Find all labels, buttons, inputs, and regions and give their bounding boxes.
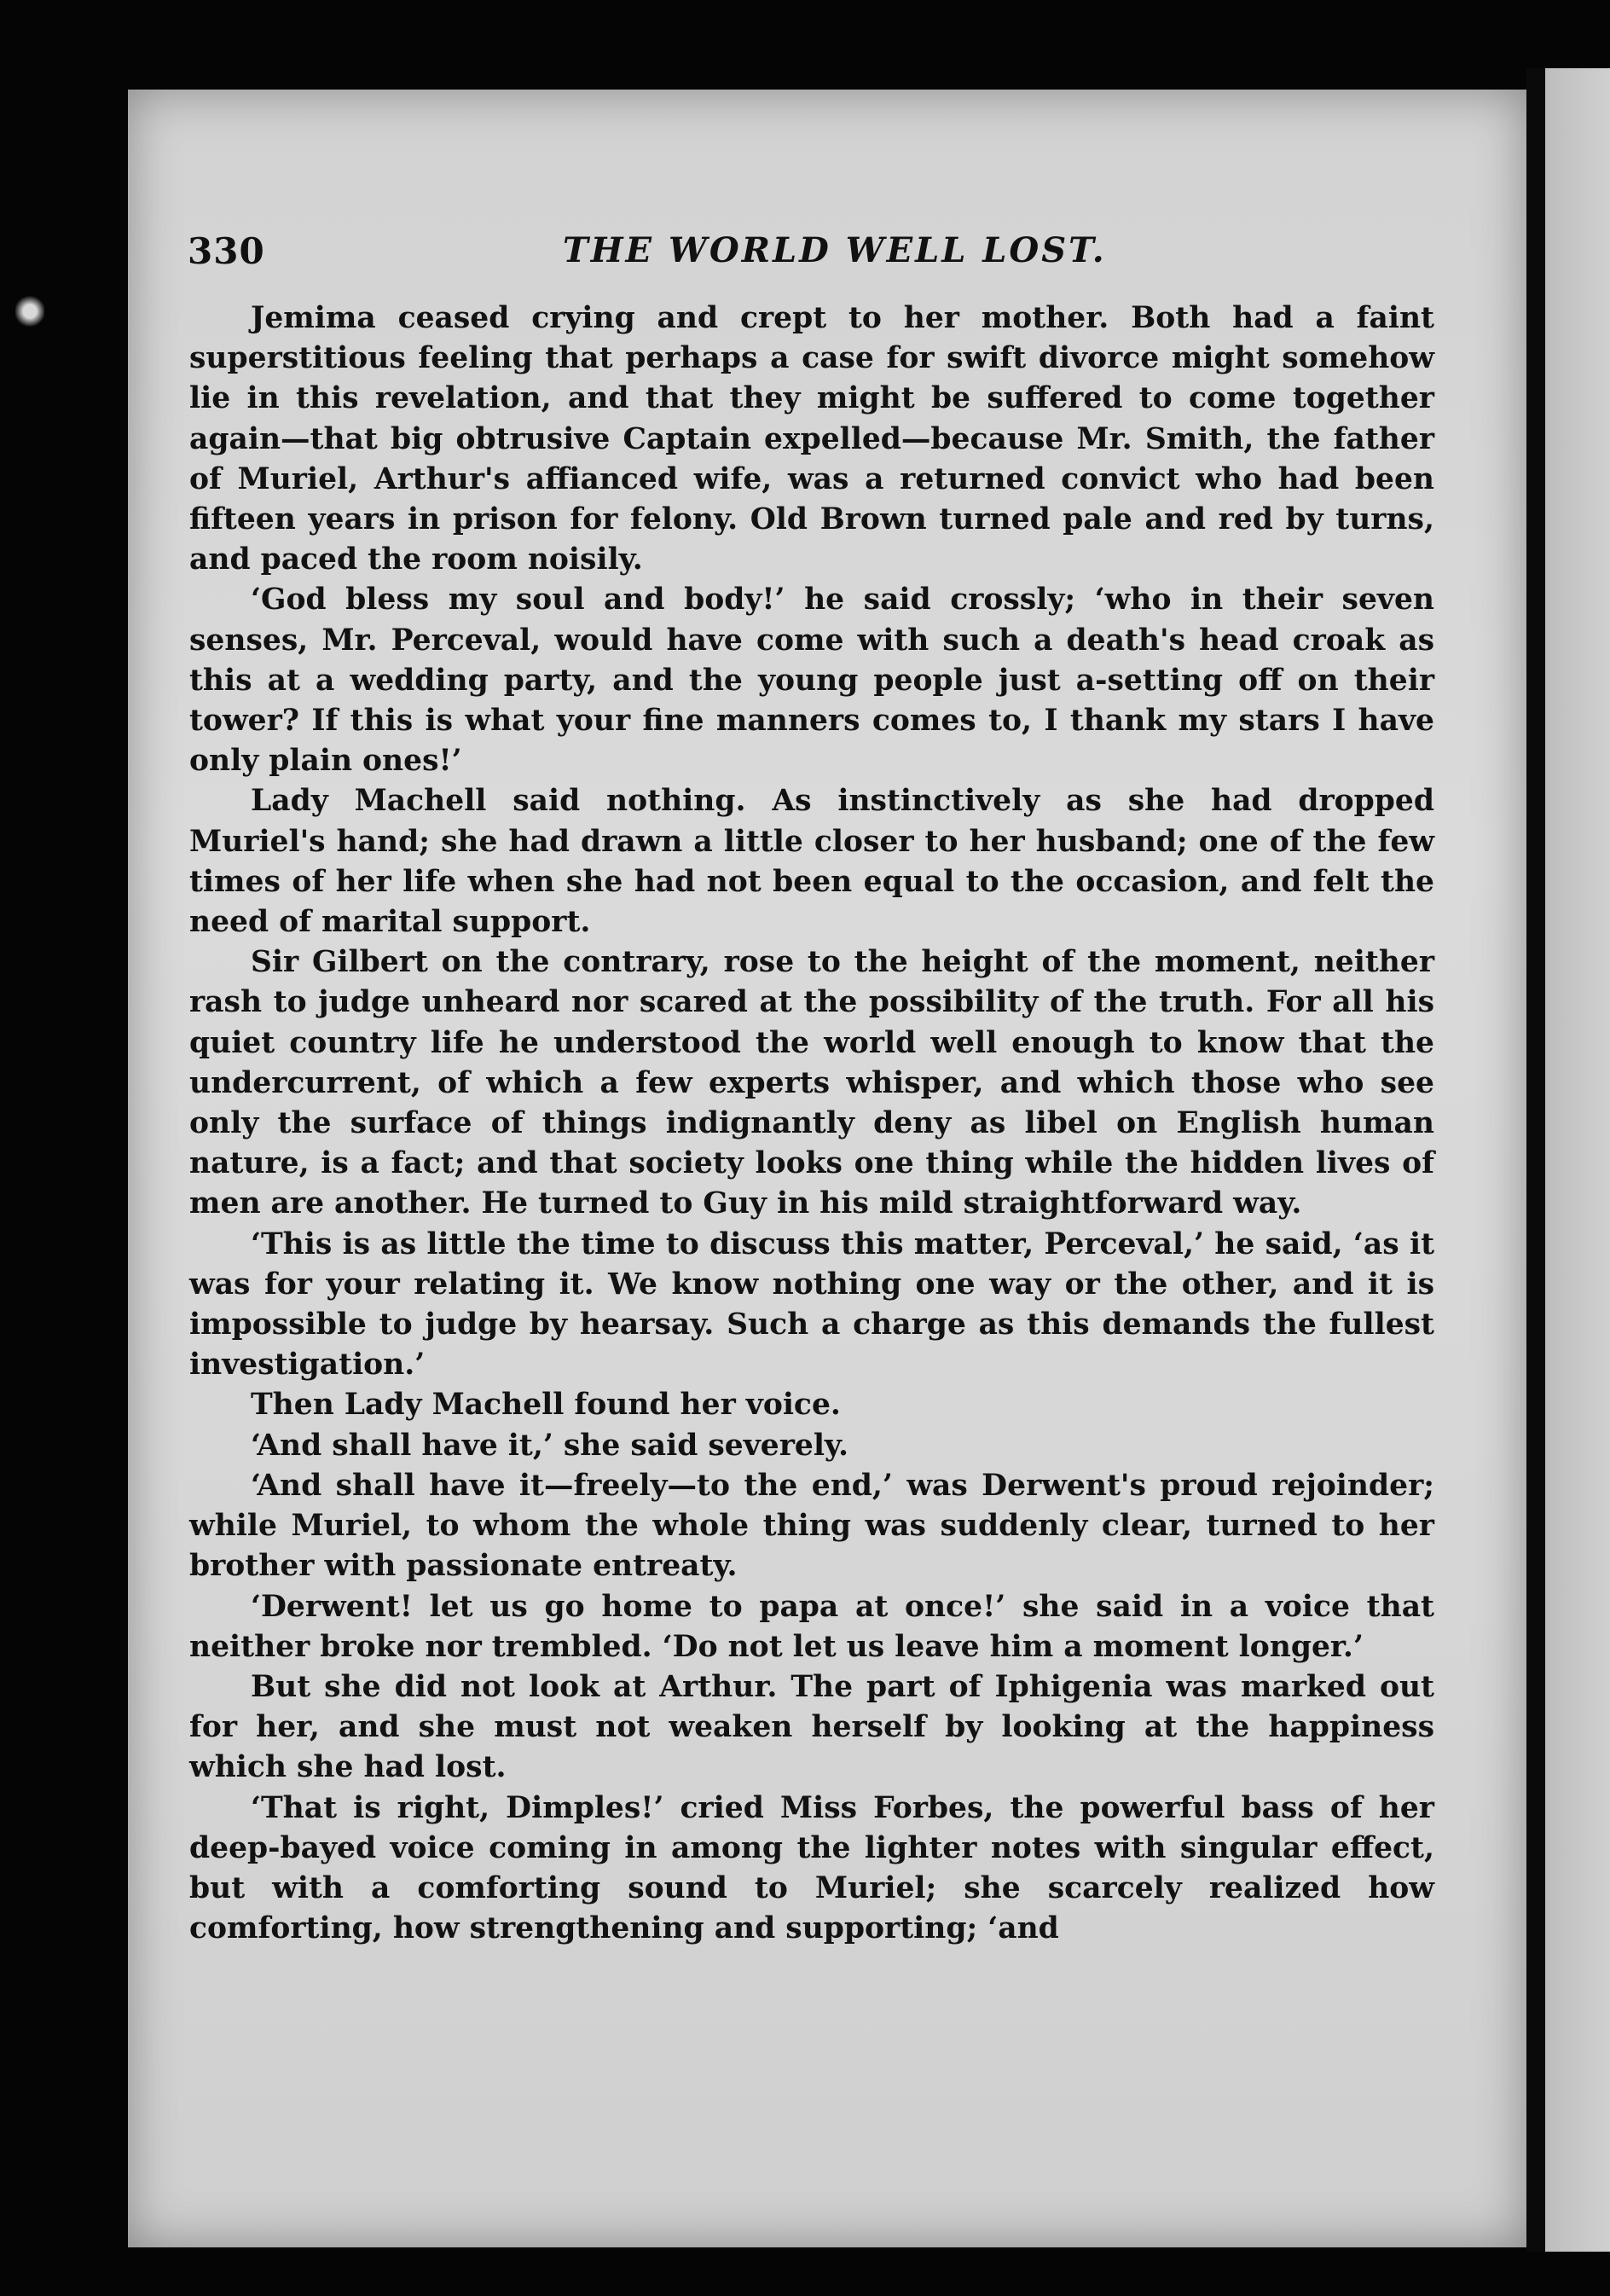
paragraph: Then Lady Machell found her voice. <box>251 1388 841 1423</box>
body-text <box>189 299 1434 1949</box>
scan-speck <box>15 294 44 328</box>
paragraph: But she did not look at Arthur. The part of Iphigenia was marked out for her, and she must not weaken herself by looking at the happiness which she had lost. <box>189 1669 1434 1785</box>
page-number: 330 <box>188 230 265 272</box>
paragraph: ‘That is right, Dimples!’ cried Miss Forbes, the powerful bass of her deep-bayed voice coming in among the lighter notes with singular effect, but with a comforting sound to Muriel; she scarcely realized how comforting, how strengthening and supporting; ‘and <box>189 1790 1434 1946</box>
adjacent-page-edge <box>1545 68 1610 2252</box>
paragraph: Jemima ceased crying and crept to her mother. Both had a faint superstitious feeling that perhaps a case for swift divorce might somehow lie in this revelation, and that they might be suffered to come together again—that big obtrusive Captain expelled—because Mr. Smith, the father of Muriel, Arthur's affianced wife, was a returned convict who had been fifteen years in prison for felony. Old Brown turned pale and red by turns, and paced the room noisily. <box>189 301 1434 577</box>
page-gutter <box>1526 68 1545 2252</box>
paragraph: ‘And shall have it—freely—to the end,’ was Derwent's proud rejoinder; while Muriel, to whom the whole thing was suddenly clear, turned to her brother with passionate entreaty. <box>189 1468 1434 1584</box>
paragraph: Lady Machell said nothing. As instinctively as she had dropped Muriel's hand; she had drawn a little closer to her husband; one of the few times of her life when she had not been equal to the occasion, and felt the need of marital support. <box>189 784 1434 940</box>
paragraph: Sir Gilbert on the contrary, rose to the height of the moment, neither rash to judge unheard nor scared at the possibility of the truth. For all his quiet country life he understood the world well enough to know that the undercurrent, of which a few experts whisper, and which those who see only the surface of things indignantly deny as libel on English human nature, is a fact; and that society looks one thing while the hidden lives of men are another. He turned to Guy in his mild straightforward way. <box>189 945 1434 1221</box>
paragraph: ‘Derwent! let us go home to papa at once!’ she said in a voice that neither broke nor trembled. ‘Do not let us leave him a moment longer.’ <box>189 1589 1434 1664</box>
running-title: THE WORLD WELL LOST. <box>563 230 1107 270</box>
running-head <box>188 230 1433 281</box>
paragraph: ‘God bless my soul and body!’ he said crossly; ‘who in their seven senses, Mr. Perceval, would have come with such a death's head croak as this at a wedding party, and the young people just a-setting off on their tower? If this is what your fine manners comes to, I thank my stars I have only plain ones!’ <box>189 583 1434 779</box>
paragraph: ‘This is as little the time to discuss this matter, Perceval,’ he said, ‘as it was for your relating it. We know nothing one way or the other, and it is impossible to judge by hearsay. Such a charge as this demands the fullest investigation.’ <box>189 1226 1434 1383</box>
paragraph: ‘And shall have it,’ she said severely. <box>251 1428 849 1463</box>
